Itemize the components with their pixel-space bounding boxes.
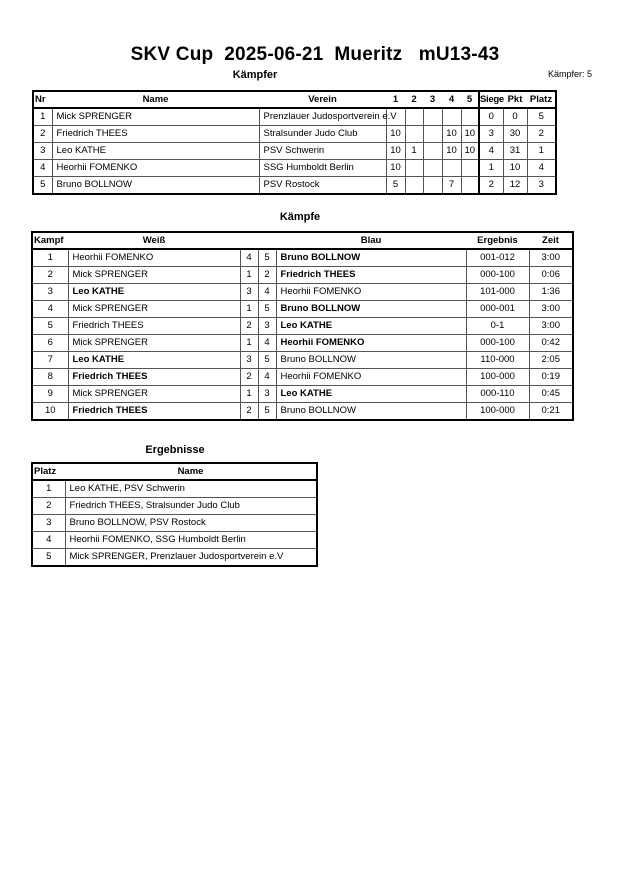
fighter-score-r3: [423, 177, 442, 195]
fight-number: 2: [32, 267, 68, 284]
col-r5: 5: [461, 91, 479, 108]
fighter-points: 31: [503, 143, 527, 160]
fighter-score-r1: 10: [386, 160, 405, 177]
col-r3: 3: [423, 91, 442, 108]
result-name: Friedrich THEES, Stralsunder Judo Club: [65, 498, 317, 515]
fight-blue-nr: 5: [258, 403, 276, 421]
fight-row: [32, 249, 573, 267]
fight-white-nr: 3: [240, 352, 258, 369]
fight-blue: Leo KATHE: [276, 318, 466, 335]
results-header-row: [32, 463, 317, 480]
fighter-score-r5: [461, 108, 479, 126]
fight-white: Leo KATHE: [68, 284, 240, 301]
col-white: Weiß: [68, 232, 240, 249]
results-heading: Ergebnisse: [145, 444, 205, 456]
fight-time: 0:19: [529, 369, 573, 386]
fight-time: 0:06: [529, 267, 573, 284]
fighters-table: [32, 90, 557, 195]
fight-blue-nr: 4: [258, 335, 276, 352]
col-r1: 1: [386, 91, 405, 108]
fight-row: [32, 267, 573, 284]
fight-white: Mick SPRENGER: [68, 335, 240, 352]
result-row: [32, 532, 317, 549]
fighter-score-r1: 10: [386, 126, 405, 143]
fighter-name: Leo KATHE: [52, 143, 259, 160]
fight-white: Friedrich THEES: [68, 403, 240, 421]
fight-number: 7: [32, 352, 68, 369]
fight-result: 100-000: [466, 369, 529, 386]
fight-blue: Heorhii FOMENKO: [276, 369, 466, 386]
fighter-nr: 1: [33, 108, 52, 126]
page-title: SKV Cup 2025-06-21 Mueritz mU13-43: [130, 44, 500, 65]
result-name: Mick SPRENGER, Prenzlauer Judosportverein e.V: [65, 549, 317, 567]
fight-white-nr: 3: [240, 284, 258, 301]
fight-white-nr: 1: [240, 301, 258, 318]
result-row: [32, 498, 317, 515]
fighter-points: 30: [503, 126, 527, 143]
fighter-score-r5: [461, 177, 479, 195]
fight-row: [32, 318, 573, 335]
fighter-score-r4: 10: [442, 143, 461, 160]
fight-white-nr: 1: [240, 386, 258, 403]
fight-blue-nr: 3: [258, 318, 276, 335]
fighter-score-r2: 1: [405, 143, 423, 160]
fighter-score-r4: [442, 160, 461, 177]
result-name: Heorhii FOMENKO, SSG Humboldt Berlin: [65, 532, 317, 549]
fighter-wins: 2: [479, 177, 503, 195]
fight-time: 3:00: [529, 301, 573, 318]
fighter-wins: 3: [479, 126, 503, 143]
fight-blue: Heorhii FOMENKO: [276, 284, 466, 301]
fighter-score-r5: 10: [461, 143, 479, 160]
fighter-wins: 0: [479, 108, 503, 126]
fighter-score-r3: [423, 160, 442, 177]
fight-blue: Bruno BOLLNOW: [276, 352, 466, 369]
fighter-club: SSG Humboldt Berlin: [259, 160, 386, 177]
fight-time: 0:21: [529, 403, 573, 421]
col-points: Pkt: [503, 91, 527, 108]
fighter-place: 2: [527, 126, 556, 143]
fight-row: [32, 284, 573, 301]
col-result-name: Name: [65, 463, 317, 480]
fight-result: 100-000: [466, 403, 529, 421]
result-name: Leo KATHE, PSV Schwerin: [65, 480, 317, 498]
fight-blue: Heorhii FOMENKO: [276, 335, 466, 352]
fighter-points: 10: [503, 160, 527, 177]
fighter-points: 12: [503, 177, 527, 195]
fight-blue-nr: 5: [258, 301, 276, 318]
fighter-name: Bruno BOLLNOW: [52, 177, 259, 195]
fighter-row: [33, 126, 556, 143]
fighter-row: [33, 160, 556, 177]
fighter-place: 5: [527, 108, 556, 126]
col-wins: Siege: [479, 91, 503, 108]
fighter-points: 0: [503, 108, 527, 126]
col-result-place: Platz: [32, 463, 65, 480]
fighter-score-r3: [423, 143, 442, 160]
fight-row: [32, 301, 573, 318]
fighter-wins: 4: [479, 143, 503, 160]
fights-heading: Kämpfe: [279, 211, 321, 223]
result-place: 1: [32, 480, 65, 498]
fighter-name: Friedrich THEES: [52, 126, 259, 143]
fight-blue-nr: 4: [258, 369, 276, 386]
fighter-club: Stralsunder Judo Club: [259, 126, 386, 143]
fighter-score-r2: [405, 160, 423, 177]
fighter-club: PSV Schwerin: [259, 143, 386, 160]
fight-white: Leo KATHE: [68, 352, 240, 369]
fighters-header-row: [33, 91, 556, 108]
fighter-row: [33, 143, 556, 160]
fight-result: 101-000: [466, 284, 529, 301]
fight-time: 2:05: [529, 352, 573, 369]
fights-header-row: [32, 232, 573, 249]
fight-number: 6: [32, 335, 68, 352]
fight-result: 001-012: [466, 249, 529, 267]
fight-blue-nr: 5: [258, 249, 276, 267]
col-r4: 4: [442, 91, 461, 108]
fighter-score-r1: 5: [386, 177, 405, 195]
fight-blue-nr: 4: [258, 284, 276, 301]
fight-result: 000-100: [466, 267, 529, 284]
fight-result: 000-001: [466, 301, 529, 318]
result-place: 5: [32, 549, 65, 567]
fight-result: 000-110: [466, 386, 529, 403]
fighter-nr: 4: [33, 160, 52, 177]
fighter-score-r4: [442, 108, 461, 126]
fight-result: 110-000: [466, 352, 529, 369]
fighter-nr: 3: [33, 143, 52, 160]
col-place: Platz: [527, 91, 556, 108]
fight-white: Mick SPRENGER: [68, 301, 240, 318]
fighter-nr: 5: [33, 177, 52, 195]
fight-number: 10: [32, 403, 68, 421]
col-time: Zeit: [529, 232, 573, 249]
fight-row: [32, 335, 573, 352]
col-r2: 2: [405, 91, 423, 108]
fight-blue-nr: 5: [258, 352, 276, 369]
fighter-row: [33, 108, 556, 126]
fighter-score-r2: [405, 177, 423, 195]
result-name: Bruno BOLLNOW, PSV Rostock: [65, 515, 317, 532]
fighter-place: 4: [527, 160, 556, 177]
col-result: Ergebnis: [466, 232, 529, 249]
fight-row: [32, 369, 573, 386]
fighter-score-r4: 7: [442, 177, 461, 195]
fight-row: [32, 352, 573, 369]
fight-number: 9: [32, 386, 68, 403]
fight-blue: Bruno BOLLNOW: [276, 403, 466, 421]
fight-row: [32, 386, 573, 403]
fight-time: 1:36: [529, 284, 573, 301]
fight-white-nr: 2: [240, 318, 258, 335]
fighter-score-r2: [405, 126, 423, 143]
fighter-score-r5: [461, 160, 479, 177]
fight-number: 1: [32, 249, 68, 267]
fight-white: Friedrich THEES: [68, 369, 240, 386]
fighter-score-r3: [423, 108, 442, 126]
result-row: [32, 515, 317, 532]
fight-number: 5: [32, 318, 68, 335]
fight-blue: Leo KATHE: [276, 386, 466, 403]
col-name: Name: [52, 91, 259, 108]
fights-table: [31, 231, 574, 421]
fight-number: 3: [32, 284, 68, 301]
fighter-place: 3: [527, 177, 556, 195]
fight-white: Mick SPRENGER: [68, 386, 240, 403]
fight-time: 3:00: [529, 318, 573, 335]
fighter-row: [33, 177, 556, 195]
fighter-score-r3: [423, 126, 442, 143]
fight-number: 8: [32, 369, 68, 386]
fight-blue-nr: 3: [258, 386, 276, 403]
fight-time: 0:42: [529, 335, 573, 352]
fighter-score-r4: 10: [442, 126, 461, 143]
results-table: [31, 462, 318, 567]
fighter-nr: 2: [33, 126, 52, 143]
fight-time: 3:00: [529, 249, 573, 267]
fight-result: 000-100: [466, 335, 529, 352]
fight-white-nr: 1: [240, 267, 258, 284]
fighter-club: PSV Rostock: [259, 177, 386, 195]
fight-white-nr: 2: [240, 403, 258, 421]
fight-white: Heorhii FOMENKO: [68, 249, 240, 267]
fight-result: 0-1: [466, 318, 529, 335]
fight-white-nr: 2: [240, 369, 258, 386]
col-fight: Kampf: [32, 232, 68, 249]
result-row: [32, 480, 317, 498]
fight-time: 0:45: [529, 386, 573, 403]
col-blue: Blau: [276, 232, 466, 249]
result-place: 3: [32, 515, 65, 532]
fighter-score-r1: 10: [386, 143, 405, 160]
result-row: [32, 549, 317, 567]
col-nr: Nr: [33, 91, 52, 108]
fighters-count: Kämpfer: 5: [548, 69, 593, 79]
fighter-name: Heorhii FOMENKO: [52, 160, 259, 177]
fight-blue: Bruno BOLLNOW: [276, 301, 466, 318]
fighters-heading: Kämpfer: [232, 69, 278, 81]
fight-blue: Bruno BOLLNOW: [276, 249, 466, 267]
fighter-club: Prenzlauer Judosportverein e.V: [259, 108, 386, 126]
fighter-name: Mick SPRENGER: [52, 108, 259, 126]
result-place: 4: [32, 532, 65, 549]
col-club: Verein: [259, 91, 386, 108]
fight-blue: Friedrich THEES: [276, 267, 466, 284]
fight-white-nr: 4: [240, 249, 258, 267]
fight-blue-nr: 2: [258, 267, 276, 284]
fighter-score-r2: [405, 108, 423, 126]
fight-white: Mick SPRENGER: [68, 267, 240, 284]
fighter-place: 1: [527, 143, 556, 160]
fight-row: [32, 403, 573, 421]
fight-white: Friedrich THEES: [68, 318, 240, 335]
result-place: 2: [32, 498, 65, 515]
fight-white-nr: 1: [240, 335, 258, 352]
fighter-wins: 1: [479, 160, 503, 177]
fight-number: 4: [32, 301, 68, 318]
fighter-score-r5: 10: [461, 126, 479, 143]
